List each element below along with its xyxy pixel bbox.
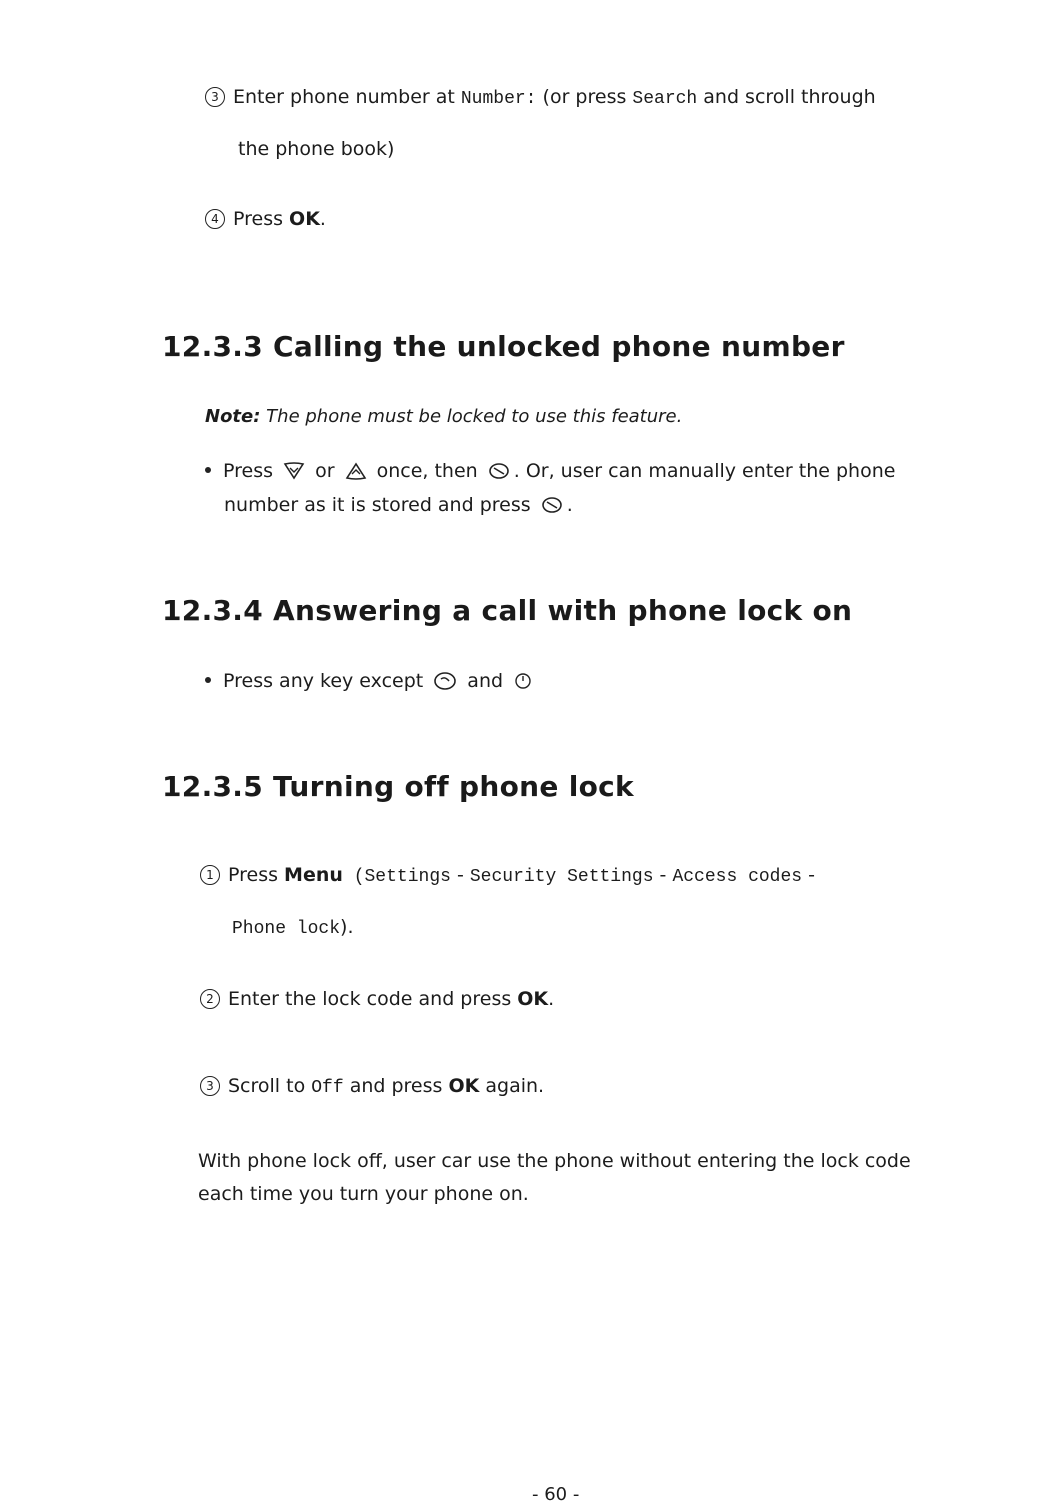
note: Note: The phone must be locked to use this feature. [205, 406, 683, 427]
number-field-label: Number: [460, 89, 537, 109]
bullet-dot [205, 467, 211, 473]
paragraph-line-1: With phone lock off, user car use the phone without entering the lock code [198, 1150, 911, 1172]
section-heading-12-3-4: 12.3.4 Answering a call with phone lock on [162, 594, 853, 627]
paragraph-line-2: each time you turn your phone on. [198, 1183, 529, 1205]
security-settings-menu-path: Security Settings [469, 867, 654, 887]
bullet-answering-call: Press any key except and [205, 670, 537, 692]
step-marker: 1 [200, 865, 220, 885]
step-3-enter-number: 3 Enter phone number at Number: (or press Search and scroll through [205, 86, 876, 109]
page-number: - 60 - [532, 1484, 580, 1505]
step-4-press-ok: 4 Press OK. [205, 208, 326, 230]
step-marker: 4 [205, 209, 225, 229]
access-codes-menu-path: Access codes [672, 867, 803, 887]
phone-lock-menu-path: Phone lock [232, 919, 341, 939]
search-softkey-label: Search [632, 89, 698, 109]
step-marker: 2 [200, 989, 220, 1009]
menu-softkey-label: Menu [284, 864, 343, 886]
send-key-icon [488, 461, 510, 481]
step-marker: 3 [205, 87, 225, 107]
settings-menu-path: (Settings [342, 867, 451, 887]
off-option-label: Off [311, 1078, 344, 1098]
end-key-icon [433, 671, 457, 691]
ok-label: OK [289, 208, 320, 230]
step-marker: 3 [200, 1076, 220, 1096]
nav-up-key-icon [345, 461, 367, 481]
step-1-continuation: Phone lock). [232, 916, 354, 939]
bullet-calling-unlocked-line2: number as it is stored and press . [224, 494, 573, 516]
section-heading-12-3-5: 12.3.5 Turning off phone lock [162, 770, 634, 803]
bullet-dot [205, 677, 211, 683]
send-key-icon [541, 495, 563, 515]
step-3-continuation: the phone book) [238, 138, 395, 160]
step-3-scroll-off: 3 Scroll to Off and press OK again. [200, 1075, 544, 1098]
nav-down-key-icon [283, 461, 305, 481]
step-1-press-menu: 1 Press Menu (Settings - Security Settings - Access codes - [200, 864, 815, 887]
step-2-enter-lock-code: 2 Enter the lock code and press OK. [200, 988, 554, 1010]
bullet-calling-unlocked: Press or once, then . Or, user can manually enter the phone [205, 460, 895, 482]
section-heading-12-3-3: 12.3.3 Calling the unlocked phone number [162, 330, 845, 363]
ok-label: OK [517, 988, 549, 1010]
power-key-icon [513, 671, 533, 691]
ok-label: OK [448, 1075, 480, 1097]
note-label: Note: [205, 406, 261, 427]
